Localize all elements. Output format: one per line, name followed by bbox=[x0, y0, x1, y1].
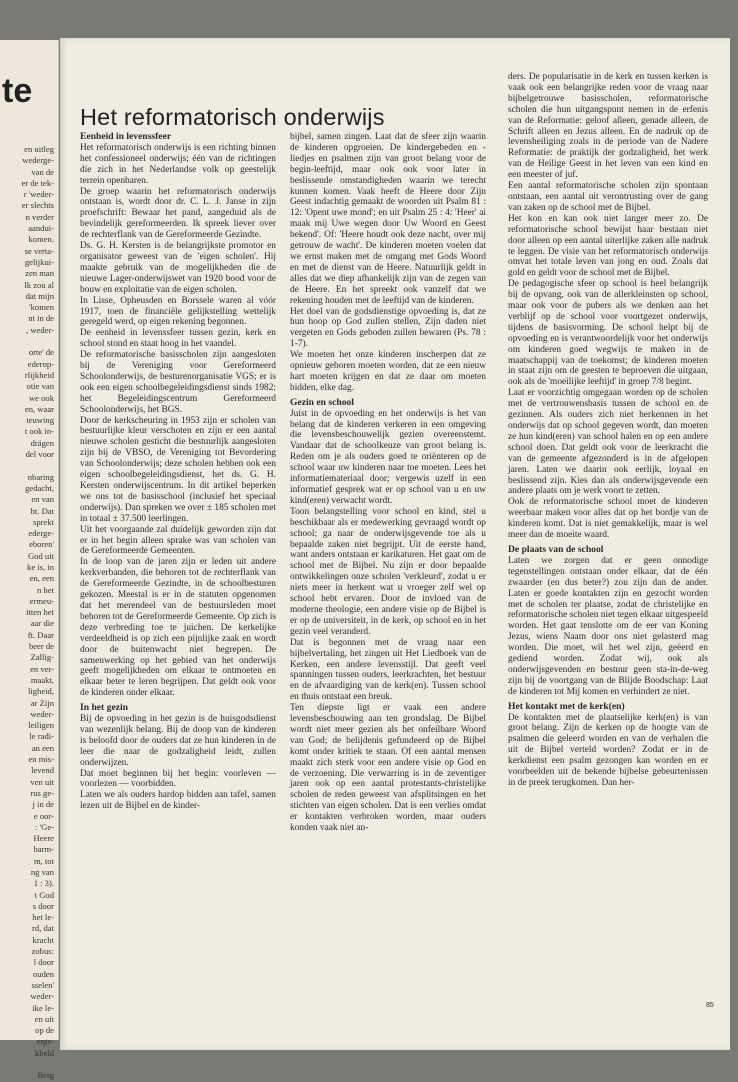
left-page-line: ike le- bbox=[32, 1002, 54, 1013]
left-page-line: s door bbox=[32, 900, 54, 911]
left-page-line: , weder- bbox=[26, 324, 54, 335]
left-page-line bbox=[2, 1059, 54, 1070]
left-page-line: ke is, in bbox=[27, 561, 54, 572]
left-page-line: rus ge- bbox=[30, 787, 54, 798]
paragraph: Uit het voorgaande zal duidelijk geworden zijn dat er in het begin alleen sprake was van scholen van de Gereformeerde Gemeenten. bbox=[80, 524, 276, 557]
paragraph: Laten we zorgen dat er geen onnodige tegenstellingen ontstaan onder elkaar, dat de één zwaarder (en dus beter?) zou zijn dan de ander. Laten er goede kontakten zijn en gezocht worden met de scholen ter plaatse, zodat de christelijke en reformatorische scholen niet tegen elkaar uitgespeeld worden. Het gaat tenslotte om de eer van Koning Jezus, wiens Naam door ons niet gelasterd mag worden. Die moet, wil het wel zijn, geëerd en gediend worden. Zodat wij, ook als onderwijsgevenden en bestuur geen sta-in-de-weg zijn bij de voortgang van de Blijde Boodschap: Laat de kinderen tot Mij komen en verhindert ze niet. bbox=[508, 555, 708, 697]
left-page-line: ng van bbox=[30, 867, 54, 877]
left-page-line: kracht bbox=[32, 934, 54, 945]
paragraph: In de loop van de jaren zijn er leden uit andere kerkverbanden, die behoren tot de rechterflank van de Gereformeerde Gezindte, in de schoolbesturen gekozen. Meestal is er in de statuten opgenomen dat het merendeel van de bestuursleden moet behoren tot de Gereformeerde Gemeente. Op zich is deze verbreding toe te juichen. De kerkelijke verdeeldheid is op zich een pijnlijke zaak en wordt door de buitenwacht niet begrepen. De samenwerking op het gebied van het onderwijs geeft mogelijkheden om elkaar te ontmoeten en elkaar beter te leren begrijpen. Dat geldt ook voor de kinderen onder elkaar. bbox=[80, 557, 276, 699]
paragraph: De kontakten met de plaatselijke kerk(en) is van groot belang. Zijn de kerken op de hoogte van de psalmen die geleerd worden en van de verhalen die uit de Bijbel verteld worden? Zodat er in de kerkdienst een psalm gezongen kan worden en er voorbeelden uit de bekende bijbelse gebeurtenissen in de preek terugkomen. Dan her- bbox=[508, 712, 708, 788]
left-page-line: en ver- bbox=[30, 663, 54, 674]
left-page-line: rlijkheid bbox=[24, 369, 54, 380]
left-page-line: ar Zijn bbox=[30, 697, 54, 708]
left-page-line: er de tek- bbox=[21, 177, 54, 188]
left-page-line: an een bbox=[31, 742, 54, 753]
paragraph: Laten we als ouders hardop bidden aan tafel, samen lezen uit de Bijbel en de kinder- bbox=[80, 790, 276, 812]
left-page-line: 'komen bbox=[29, 302, 54, 313]
article-title: Het reformatorisch onderwijs bbox=[80, 104, 385, 130]
left-page-title-fragment: te bbox=[2, 72, 33, 110]
paragraph: Dat moet beginnen bij het begin: voorleven — voorlezen — voorbidden. bbox=[80, 768, 276, 790]
left-page-line: ven uit bbox=[30, 776, 54, 787]
left-page-line: en, waar bbox=[24, 403, 54, 414]
left-page-line: 1 : 3). bbox=[33, 878, 54, 889]
left-page-line: van de bbox=[31, 166, 54, 177]
paragraph: Laat er voorzichtig omgegaan worden op de scholen met de vertrouwensbasis tussen de school en de gezinnen. Als ouders zich niet herkennen in het onderwijs dat op school gegeven wordt, dan moeten ze hun kind(eren) van school halen en op een andere school doen. Dat geldt ook voor de leerkracht die van de gemeente afgezonderd is in de afgelopen jaren. Laten we daarin ook eerlijk, loyaal en beslissend zijn. Kies dan als onderwijsgevende een andere plaats om je werk voort te zetten. bbox=[508, 388, 708, 497]
left-page-line: l door bbox=[33, 957, 54, 968]
left-page-line: n verder bbox=[25, 211, 54, 222]
left-page-line: ederge- bbox=[28, 528, 54, 539]
left-page-line: Zallig- bbox=[30, 652, 54, 663]
paragraph: Ten diepste ligt er vaak een andere levensbeschouwing aan ten grondslag. De Bijbel wordt niet meer gezien als het onfeilbare Woord van God; de belijdenis gefundeerd op de Bijbel komt onder kritiek te staan. Of een aantal mensen maakt zich sterk voor een andere visie op God en de verzoening. Die verwarring is in de zeventiger jaren ook op een aantal protestants-christelijke scholen de reden geweest van afsplitsingen en het stichten van eigen scholen. Dat is een verlies omdat er kontakten verbroken worden, maar ouders konden vaak niet an- bbox=[290, 703, 486, 834]
left-page-line: levend bbox=[31, 765, 54, 776]
paragraph: Ook de reformatorische school moet de kinderen weerbaar maken voor alles dat op het bordje van de kinderen komt. Dat is niet gemakkelijk, maar is wel meer dan de moeite waard. bbox=[508, 497, 708, 541]
left-page-line: er slechts bbox=[21, 200, 54, 211]
left-page-line: en uit bbox=[34, 1013, 54, 1024]
paragraph: Het reformatorisch onderwijs is een richting binnen het confessioneel onderwijs; één van de richtingen die zich in het Nederlandse volk op geestelijk terrein openbaren. bbox=[80, 142, 276, 186]
left-page-line: le radi- bbox=[29, 731, 54, 742]
left-page-text-fragments bbox=[2, 144, 54, 1082]
left-page-line: wederge- bbox=[22, 155, 54, 166]
left-page-line: del voor bbox=[25, 449, 54, 460]
paragraph: Door de kerkscheuring in 1953 zijn er scholen van bestuurlijke kleur verschoten en zijn er een aantal nieuwe scholen gesticht die bestuurlijk aangesloten zijn bij de VBSO, de Vereniging tot Bevordering van Schoolonderwijs; deze scholen hebben ook een eigen schoolbegeleidingsdienst, het ds. G. H. Kersten onderwijscentrum. In dit artikel beperken we ons tot de basisschool (inclusief het speciaal onderwijs). Dan spreken we over ± 185 scholen met in totaal ± 37.500 leerlingen. bbox=[80, 415, 276, 524]
left-page-line: j in de bbox=[32, 799, 54, 810]
paragraph: We moeten het onze kinderen inscherpen dat ze opnieuw geboren moeten worden, dat ze een nieuw hart moeten krijgen en dat ze daar om moeten bidden, elke dag. bbox=[290, 350, 486, 393]
page-number: 85 bbox=[706, 1002, 714, 1009]
section-heading: De plaats van de school bbox=[508, 543, 604, 555]
left-page-line: ht. Dat bbox=[30, 505, 54, 516]
left-page-line: beer de bbox=[28, 641, 54, 652]
left-page-line: komen. bbox=[28, 234, 54, 245]
section-heading: In het gezin bbox=[80, 702, 128, 714]
left-page-line: weder- bbox=[30, 991, 54, 1002]
paragraph: Het doel van de godsdienstige opvoeding is, dat ze hun hoop op God zullen stellen, Zijn daden niet vergeten en Gods geboden zullen bewaren (Ps. 78 : 1-7). bbox=[290, 306, 486, 350]
left-page-line: sprekt bbox=[32, 516, 54, 527]
left-page-line: n het bbox=[37, 584, 54, 595]
left-page-line: orte' de bbox=[28, 347, 54, 358]
left-page-line: nbaring bbox=[27, 471, 54, 482]
left-page-line: weder- bbox=[30, 708, 54, 719]
left-page-line: lk zou al bbox=[24, 279, 54, 290]
paragraph: De eenheid in levenssfeer tussen gezin, kerk en school stond en staat hoog in het vaandel. bbox=[80, 328, 276, 350]
left-page-line: op de bbox=[35, 1025, 54, 1036]
left-page-line: erge- bbox=[36, 1036, 54, 1047]
left-page-line: gelijkui- bbox=[24, 256, 54, 267]
paragraph: Juist in de opvoeding en het onderwijs is het van belang dat de kinderen verkeren in een omgeving die levensbeschouwelijk gezien overeenstemt. Vandaar dat de schoolkeuze van groot belang is. Reden om je als ouders goed te oriënteren op de school waar uw kinderen naar toe moeten. Lees het informatiemateriaal door; vergewis uzelf in een informatief gesprek wat er op school van u en uw kind(eren) verwacht wordt. bbox=[290, 408, 486, 506]
left-page-line: eboren' bbox=[29, 539, 54, 550]
left-page-line: Berg bbox=[37, 1070, 54, 1081]
left-page-line: teuwing bbox=[26, 415, 54, 426]
paragraph: Ds. G. H. Kersten is de belangrijkste promotor en organisator geweest van de 'eigen scholen'. Hij maakte gebruik van de mogelijkheden die de nieuwe Lager-onderwijswet van 1920 bood voor de bouw en exploitatie van de eigen scholen. bbox=[80, 241, 276, 295]
left-page-line: God uit bbox=[27, 550, 54, 561]
paragraph: Dat is begonnen met de vraag naar een bijbelvertaling, het zingen uit Het Liedboek van de Kerken, een andere levensstijl. Dat geeft veel spanningen tussen ouders, leerkrachten, het bestuur en de afvaardiging van de kerk(en). Tussen school en thuis ontstaat een breuk. bbox=[290, 637, 486, 703]
left-page-line: leiligen bbox=[28, 720, 54, 731]
paragraph: In Lisse, Opheusden en Borssele waren al vóór 1917, toen de financiële gelijkstelling wettelijk geregeld werd, op eigen rekening begonnen. bbox=[80, 295, 276, 328]
left-page-line: en, een bbox=[29, 573, 54, 584]
article-page bbox=[60, 38, 730, 1050]
left-page-line: m, tot bbox=[33, 855, 54, 866]
paragraph: Bij de opvoeding in het gezin is de huisgodsdienst van wezenlijk belang. Bij de doop van de kinderen is beloofd door de ouders dat ze hun kinderen in de leer die naar de godzaligheid leidt, zullen onderwijzen. bbox=[80, 714, 276, 768]
left-page-line: ligheid, bbox=[27, 686, 54, 697]
left-page-line: ouden bbox=[32, 968, 54, 979]
left-page-line: dat mijn bbox=[25, 290, 54, 301]
paragraph: De reformatorische basisscholen zijn aangesloten bij de Vereniging voor Gereformeerd Schoolonderwijs, de besturenorganisatie VGS; er is ook een eigen schoolbegeleidingsdienst sinds 1982: het Begeleidingscentrum Gereformeerd Schoolonderwijs, het BGS. bbox=[80, 350, 276, 415]
section-heading: Eenheid in levenssfeer bbox=[80, 131, 172, 142]
left-page-line: otie van bbox=[26, 381, 54, 392]
paragraph: bijbel, samen zingen. Laat dat de sfeer zijn waarin de kinderen opgroeien. De kindergebeden en -liedjes en psalmen zijn van groot belang voor de begin-leeftijd, maar ook ook voor later in beslissende omstandigheden waarin we terecht kunnen komen. Vaak heeft de Heere door Zijn Geest indachtig gemaakt de woorden uit Psalm 81 : 12: 'Opent uwe mond'; en uit Psalm 25 : 4: 'Heer' ai maak mij Uwe wegen door Uw Woord en Geest bekend'. Of: 'Heere houdt ook deze nacht, over mij getrouw de wacht'. De kinderen moeten voelen dat we ernst maken met de omgang met Gods Woord en met de dienst van de Heere. Natuurlijk geldt in alles dat we diep afhankelijk zijn van de zegen van de Heere. En het spreekt ook vanzelf dat we rekening houden met de leeftijd van de kinderen. bbox=[290, 132, 486, 306]
section-heading: Gezin en school bbox=[290, 396, 354, 408]
left-page-line: zobus: bbox=[31, 946, 54, 957]
left-page-line: itten het bbox=[26, 607, 54, 618]
left-page-line: ermeu- bbox=[29, 595, 54, 606]
left-page-line: gedacht, bbox=[25, 482, 54, 493]
left-page-line: r 'weder- bbox=[23, 189, 54, 200]
left-page-line: t ook in- bbox=[24, 426, 54, 437]
paragraph: Het kon en kan ook niet langer meer zo. De reformatorische school bewijst haar bestaan niet door alleen op een aantal uiterlijke zaken alle nadruk te leggen. De visie van het reformatorisch onderwijs omvat het totale leven van jong en oud. Zoals dat gold en geldt voor de school met de Bijbel. bbox=[508, 213, 708, 279]
left-page-line: rd, dat bbox=[32, 923, 54, 934]
article-column-1 bbox=[80, 132, 276, 812]
left-page-line: we ook bbox=[28, 392, 54, 403]
left-page-fragment bbox=[0, 40, 59, 1081]
left-page-line: Heere bbox=[33, 833, 54, 844]
left-page-line: sselen' bbox=[31, 979, 54, 990]
left-page-line: nt in de bbox=[28, 313, 54, 324]
left-page-line: en mis- bbox=[28, 754, 54, 765]
left-page-line: : 'Ge- bbox=[35, 821, 54, 832]
left-page-line: ederop- bbox=[27, 358, 54, 369]
left-page-line: en van bbox=[31, 494, 54, 505]
article-column-3 bbox=[508, 72, 708, 789]
left-page-line: e oor- bbox=[33, 810, 54, 821]
left-page-line: het le- bbox=[32, 912, 54, 923]
paragraph: Toon belangstelling voor school en kind, stel u beschikbaar als er medewerking gevraagd wordt op school; ga naar de onderwijsgevende toe als u bepaalde zaken niet begrijpt. Uit de eerste hand, want anders ontstaan er karikaturen. Het gaat om de school met de Bijbel. Nu zijn er door bepaalde ontwikkelingen onze scholen 'verkleurd', zodat u er niets meer in herkent wat u vroeger zelf wel op school hebt ervaren. Door de invloed van de moderne theologie, een andere visie op de Bijbel is er op de universiteit, in de kerk, op school en in het gezin veel veranderd. bbox=[290, 506, 486, 637]
paragraph: ders. De popularisatie in de kerk en tussen kerken is vaak ook een belangrijke reden voor de vraag naar bijbelgetrouwe basisscholen, reformatorische scholen die hun uitgangspunt nemen in de erfenis van de Reformatie: geloof alleen, genade alleen, de Schrift alleen en Jezus alleen. En de nadruk op de levensheiliging zoals in de periode van de Nadere Reformatie: de praktijk der godzaligheid, het werk van de Heilige Geest in het leven van een kind en een meester of juf. bbox=[508, 72, 708, 181]
left-page-line: aar die bbox=[30, 618, 54, 629]
left-page-line: se verta- bbox=[24, 245, 54, 256]
left-page-line: zen man bbox=[25, 268, 54, 279]
paragraph: Een aantal reformatorische scholen zijn spontaan ontstaan, een aantal uit verontrusting over de gang van zaken op de school met de Bijbel. bbox=[508, 181, 708, 213]
left-page-line: ft. Daar bbox=[27, 629, 54, 640]
left-page-line: drägen bbox=[30, 437, 54, 448]
left-page-line bbox=[2, 336, 54, 347]
left-page-line: maakt, bbox=[30, 674, 54, 685]
left-page-line: barm- bbox=[33, 844, 54, 855]
left-page-line: en uitleg bbox=[24, 144, 54, 154]
left-page-line: aandui- bbox=[28, 223, 54, 234]
article-column-2 bbox=[290, 132, 486, 834]
section-heading: Het kontakt met de kerk(en) bbox=[508, 700, 625, 712]
paragraph: De groep waarin het reformatorisch onderwijs ontstaan is, wordt door dr. C. L. J. Janse in zijn proefschrift: Bewaar het pand, aangeduid als de bevindelijk gereformeerden. Ik spreek liever over de rechterflank van de Gereformeerde Gezindte. bbox=[80, 186, 276, 241]
left-page-line bbox=[2, 460, 54, 471]
left-page-line: kheld bbox=[34, 1047, 54, 1058]
paragraph: De pedagogische sfeer op school is heel belangrijk bij de opvang, ook van de allerkleinsten op school, maar ook voor de pubers als we denken aan het verblijf op de school voor voortgezet onderwijs, tijdens de basisvorming. De school helpt bij de opvoeding en is verantwoordelijk voor het onderwijs om kinderen goed wegwijs te maken in de maatschappij van de toekomst; de kinderen moeten in staat zijn om de geesten te beproeven die uitgaan, ook als de 'moeilijke leeftijd' in groep 7/8 begint. bbox=[508, 279, 708, 388]
left-page-line: t God bbox=[34, 889, 54, 900]
